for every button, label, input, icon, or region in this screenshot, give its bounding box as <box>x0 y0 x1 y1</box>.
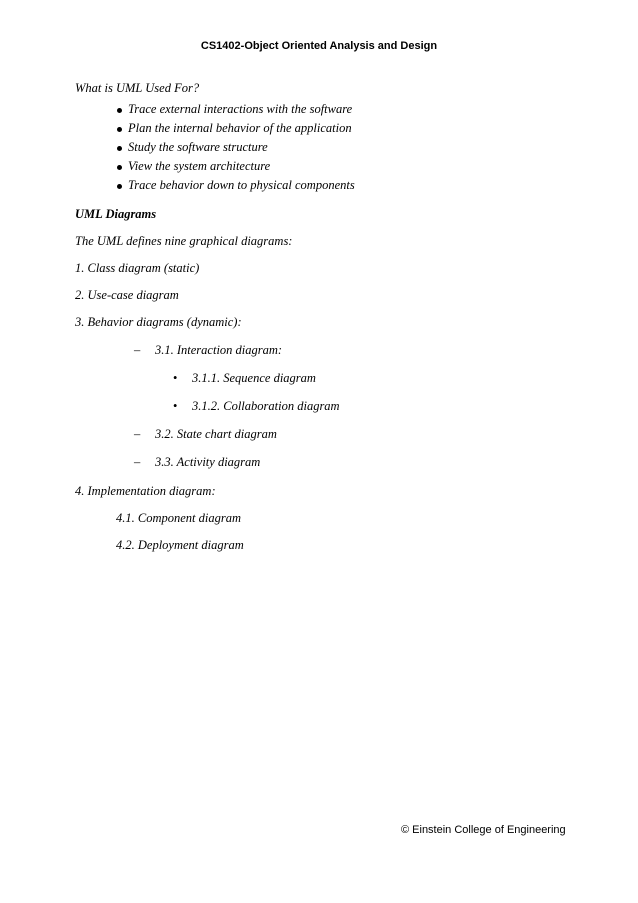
page-footer: © Einstein College of Engineering <box>401 824 566 836</box>
list-item-behavior-diagrams: 3. Behavior diagrams (dynamic): <box>75 315 242 329</box>
dash-marker: – <box>134 343 141 357</box>
list-item-collaboration-diagram: 3.1.2. Collaboration diagram <box>192 399 340 413</box>
section-heading-uml-uses: What is UML Used For? <box>75 81 200 95</box>
bullet-icon <box>117 127 122 132</box>
bullet-item: Study the software structure <box>128 140 268 154</box>
list-item-interaction-diagram: 3.1. Interaction diagram: <box>155 343 283 357</box>
bullet-item: Trace external interactions with the software <box>128 102 353 116</box>
list-item-class-diagram: 1. Class diagram (static) <box>75 261 200 275</box>
bullet-icon <box>117 108 122 113</box>
bullet-icon <box>117 165 122 170</box>
list-item-activity-diagram: 3.3. Activity diagram <box>155 455 261 469</box>
bullet-item: Plan the internal behavior of the application <box>128 121 352 135</box>
list-item-implementation-diagram: 4. Implementation diagram: <box>75 484 216 498</box>
dash-marker: – <box>134 427 141 441</box>
list-item-state-chart-diagram: 3.2. State chart diagram <box>155 427 277 441</box>
list-item-deployment-diagram: 4.2. Deployment diagram <box>116 538 244 552</box>
list-item-use-case-diagram: 2. Use-case diagram <box>75 288 179 302</box>
list-item-component-diagram: 4.1. Component diagram <box>116 511 241 525</box>
sub-bullet-marker: • <box>173 371 178 385</box>
list-item-sequence-diagram: 3.1.1. Sequence diagram <box>192 371 316 385</box>
bullet-icon <box>117 184 122 189</box>
sub-bullet-marker: • <box>173 399 178 413</box>
intro-text: The UML defines nine graphical diagrams: <box>75 234 293 248</box>
page-header: CS1402-Object Oriented Analysis and Design <box>200 40 438 52</box>
dash-marker: – <box>134 455 141 469</box>
section-heading-uml-diagrams: UML Diagrams <box>75 207 157 221</box>
bullet-item: Trace behavior down to physical components <box>128 178 355 192</box>
bullet-icon <box>117 146 122 151</box>
bullet-item: View the system architecture <box>128 159 271 173</box>
